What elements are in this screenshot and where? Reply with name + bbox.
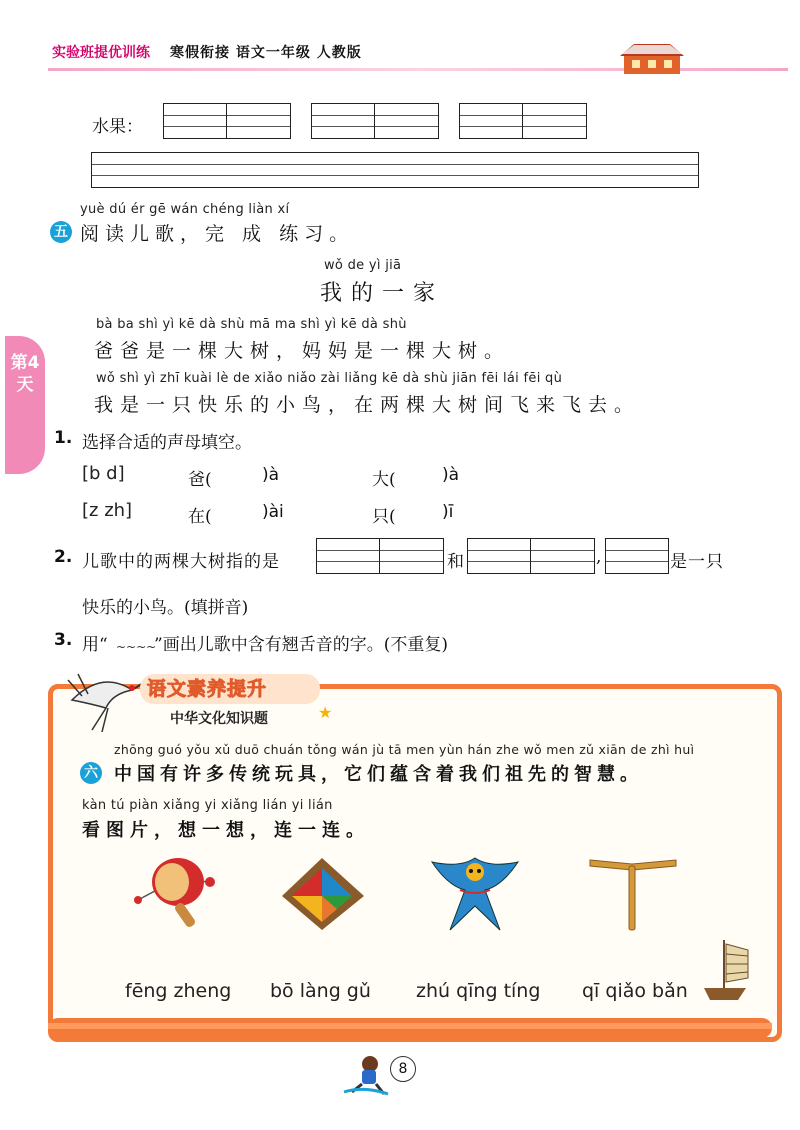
section5-instruction: 阅读儿歌，完 成 练习。 xyxy=(80,223,355,245)
section6-sub-text: 看图片，想一想，连一连。 xyxy=(82,820,370,841)
tangram-icon[interactable] xyxy=(272,852,372,932)
kite-icon[interactable] xyxy=(430,850,520,934)
section6-sub-pinyin: kàn tú piàn xiǎng yi xiǎng lián yi lián xyxy=(82,798,333,813)
q2-and: 和 xyxy=(447,552,464,572)
q1-text: 选择合适的声母填空。 xyxy=(82,433,252,453)
day-tab-label: 第4天 xyxy=(10,353,40,395)
bamboo-dragonfly-icon[interactable] xyxy=(586,852,682,934)
section5-pinyin: yuè dú ér gē wán chéng liàn xí xyxy=(80,202,290,217)
q1-char: 大( xyxy=(372,470,396,490)
crane-icon xyxy=(62,660,152,732)
q1-char: 只( xyxy=(372,507,396,527)
q2-text-continued: 快乐的小鸟。(填拼音) xyxy=(82,598,249,618)
answer-grid[interactable] xyxy=(311,103,439,139)
book-title: 实验班提优训练 xyxy=(52,45,150,61)
poem-line1-pinyin: bà ba shì yì kē dà shù mā ma shì yì kē dà shù xyxy=(96,317,407,332)
q1-number: 1. xyxy=(54,428,73,448)
poem-line1: 爸爸是一棵大树，妈妈是一棵大树。 xyxy=(94,340,511,362)
answer-grid[interactable] xyxy=(163,103,291,139)
q1-blank-end[interactable]: )à xyxy=(262,465,280,485)
section6-badge: 六 xyxy=(80,762,102,784)
pinyin-option[interactable]: zhú qīng tíng xyxy=(416,980,541,1002)
banner-title: 语文素养提升 xyxy=(147,678,268,700)
writing-lines[interactable] xyxy=(91,152,699,188)
pinyin-option[interactable]: qī qiǎo bǎn xyxy=(582,980,688,1002)
answer-grid[interactable] xyxy=(459,103,587,139)
q2-comma: , xyxy=(596,547,602,567)
q2-text: 儿歌中的两棵大树指的是 xyxy=(82,552,280,572)
house-icon xyxy=(620,40,684,74)
q1-char: 爸( xyxy=(188,470,212,490)
q2-number: 2. xyxy=(54,547,73,567)
q1-options: [z zh] xyxy=(82,500,133,521)
book-subtitle: 寒假衔接 语文一年级 人教版 xyxy=(170,45,362,61)
q1-char: 在( xyxy=(188,507,212,527)
star-icon: ★ xyxy=(318,703,333,722)
scroll-bottom-roll xyxy=(40,1014,780,1044)
pinyin-option[interactable]: fēng zheng xyxy=(125,980,232,1002)
wavy-line-sample: ~~~~ xyxy=(116,640,157,654)
poem-title: 我的一家 xyxy=(320,281,445,306)
q1-options: [b d] xyxy=(82,463,125,484)
q1-blank-end[interactable]: )à xyxy=(442,465,460,485)
sailboat-icon xyxy=(696,936,752,1006)
banner-subtitle: 中华文化知识题 xyxy=(170,711,268,727)
answer-grid[interactable] xyxy=(467,538,595,574)
fruit-label: 水果： xyxy=(92,117,143,137)
section5-badge: 五 xyxy=(50,221,72,243)
answer-grid[interactable] xyxy=(316,538,444,574)
rattle-drum-icon[interactable] xyxy=(130,852,220,932)
section6-text: 中国有许多传统玩具，它们蕴含着我们祖先的智慧。 xyxy=(114,764,643,785)
pinyin-option[interactable]: bō làng gǔ xyxy=(270,980,371,1002)
q3-number: 3. xyxy=(54,630,73,650)
q3-text-end: ”画出儿歌中含有翘舌音的字。(不重复) xyxy=(154,635,448,655)
q1-blank-end[interactable]: )ī xyxy=(442,502,454,522)
page-number: 8 xyxy=(390,1056,416,1082)
mascot-icon xyxy=(340,1052,390,1096)
poem-line2-pinyin: wǒ shì yì zhī kuài lè de xiǎo niǎo zài liǎng kē dà shù jiān fēi lái fēi qù xyxy=(96,371,563,386)
section6-pinyin: zhōng guó yǒu xǔ duō chuán tǒng wán jù tā men yùn hán zhe wǒ men zǔ xiān de zhì huì xyxy=(114,742,695,757)
q3-text-start: 用“ xyxy=(82,635,108,655)
poem-title-pinyin: wǒ de yì jiā xyxy=(324,258,402,273)
q1-blank-end[interactable]: )ài xyxy=(262,502,284,522)
answer-grid[interactable] xyxy=(605,538,669,574)
q2-text-end: 是一只 xyxy=(670,552,724,572)
poem-line2: 我是一只快乐的小鸟，在两棵大树间飞来飞去。 xyxy=(94,394,641,416)
